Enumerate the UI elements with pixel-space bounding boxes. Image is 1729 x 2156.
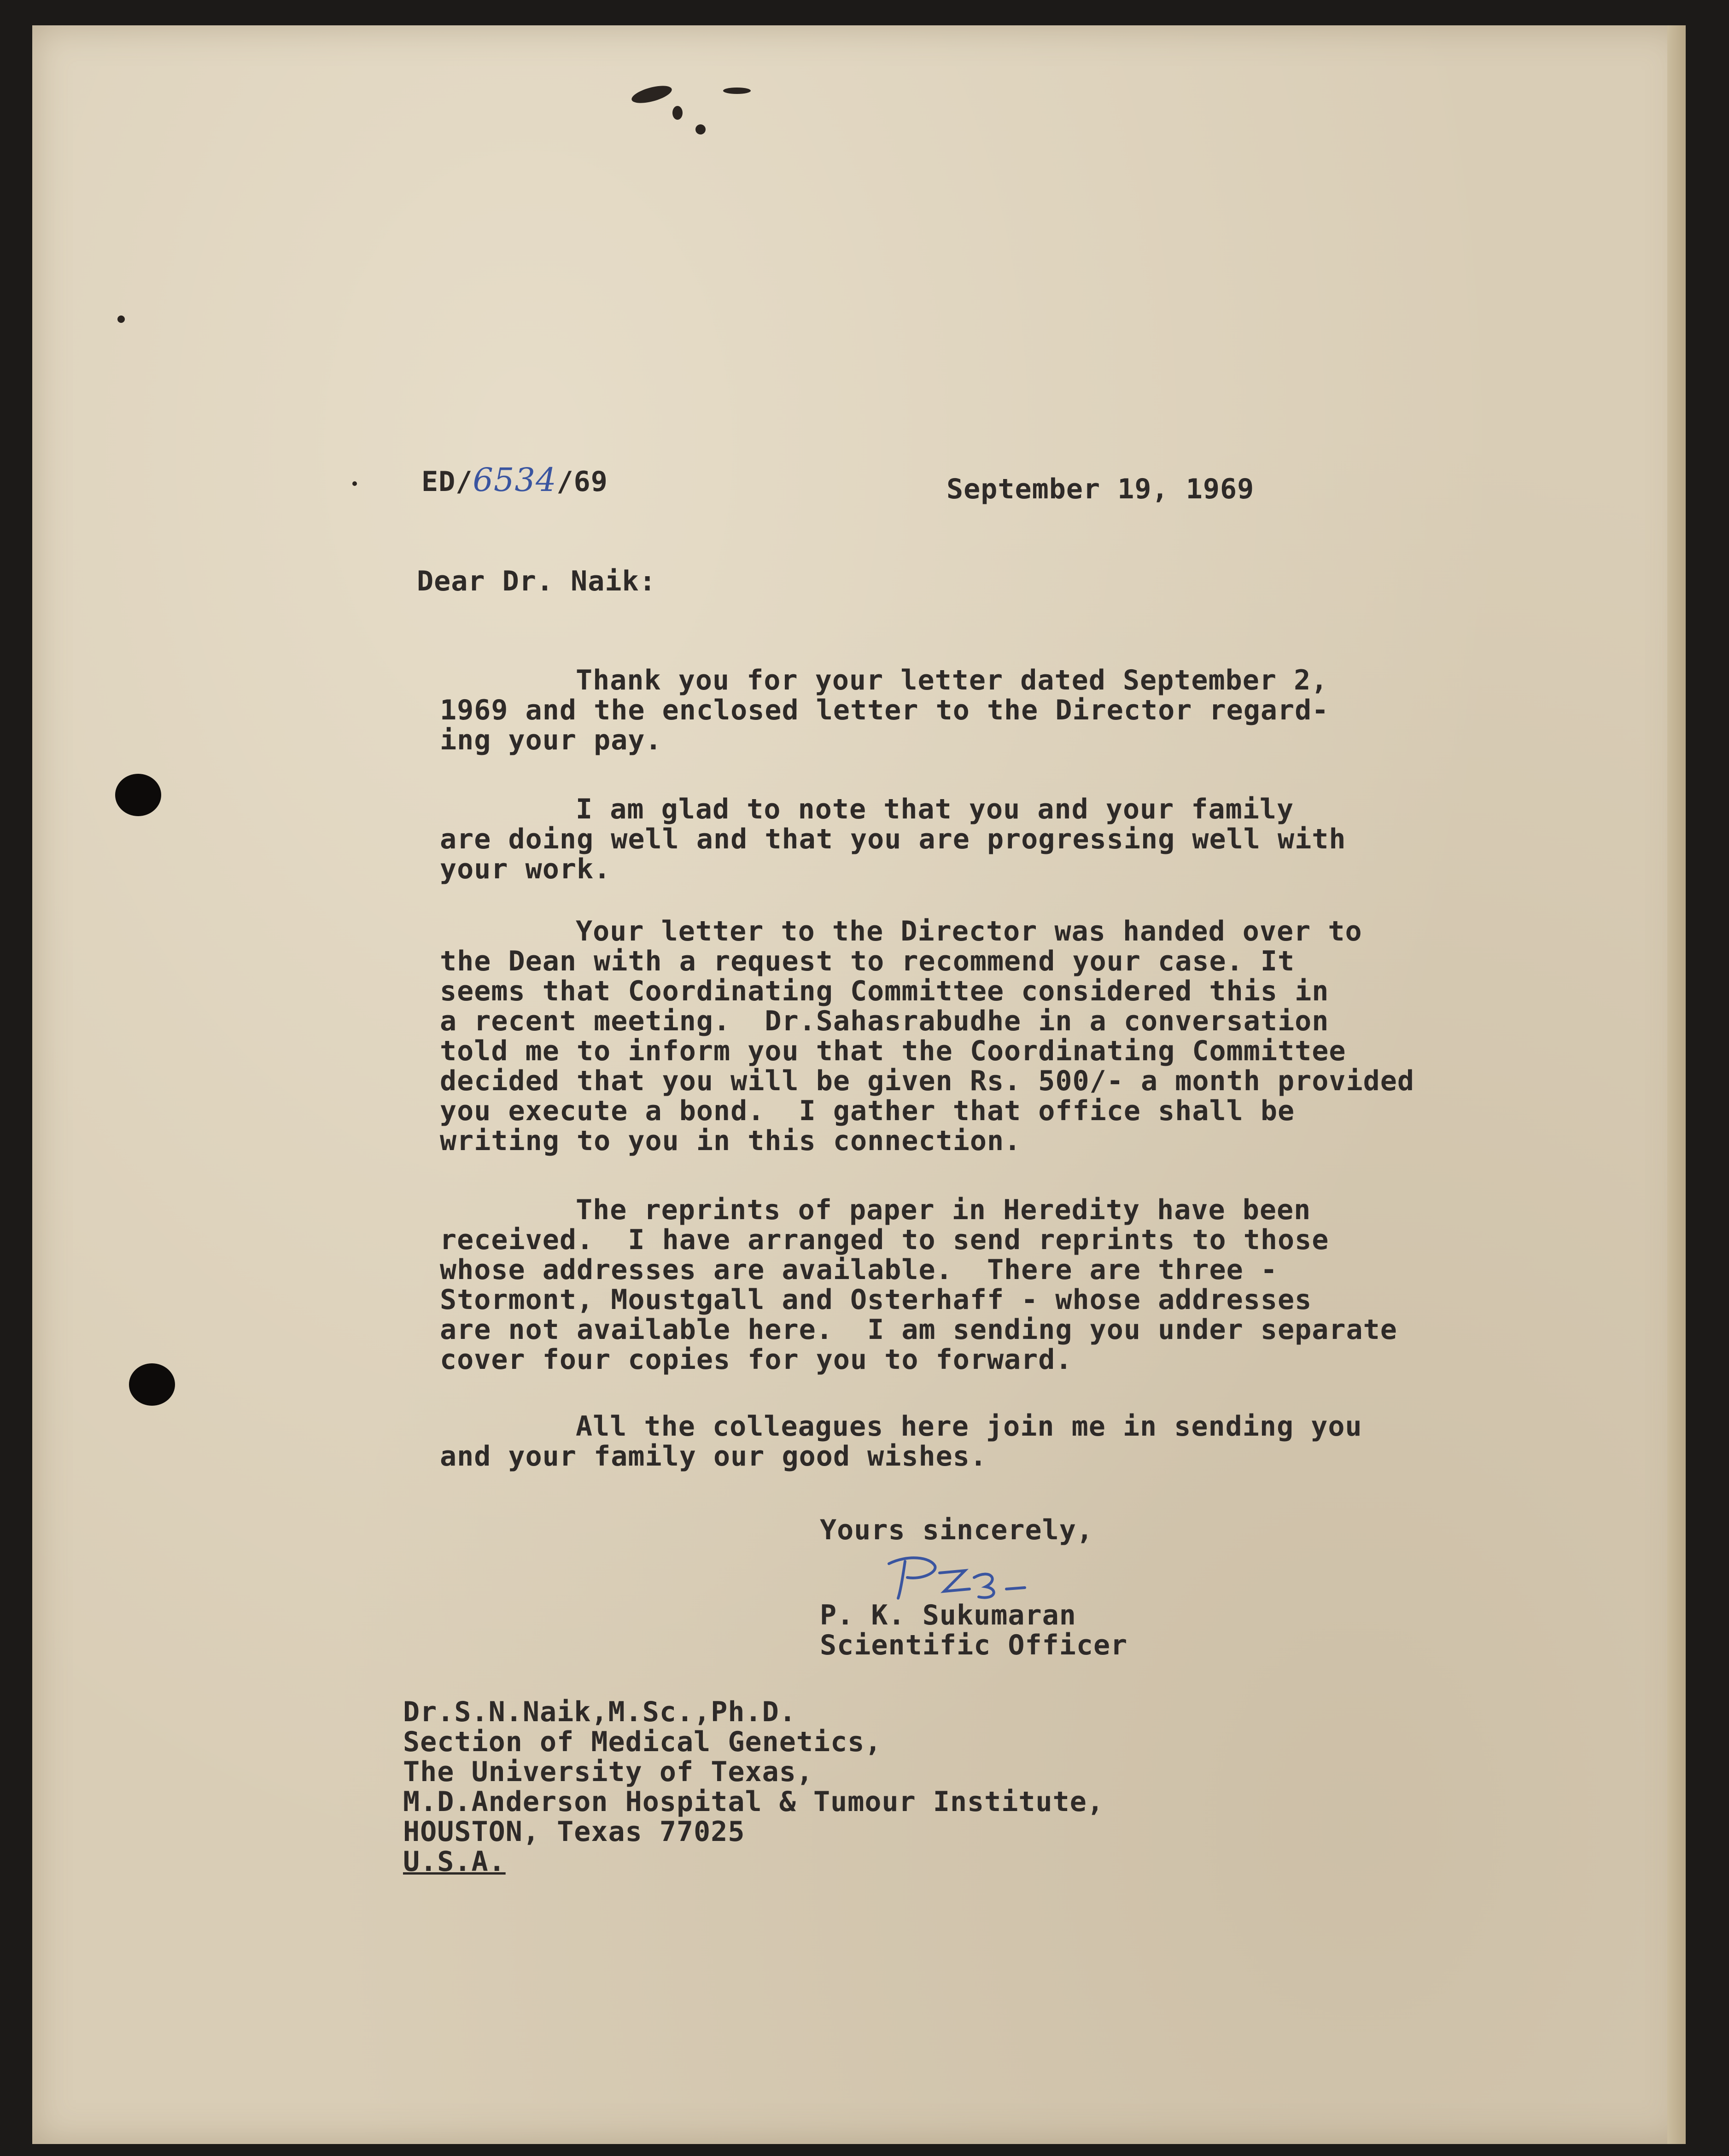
paragraph-line: ing your pay.: [440, 724, 662, 756]
paragraph-line: received. I have arranged to send reprints to those: [440, 1224, 1329, 1256]
address-line: HOUSTON, Texas 77025: [403, 1816, 745, 1848]
signatory-title: Scientific Officer: [820, 1629, 1128, 1661]
closing: Yours sincerely,: [820, 1514, 1093, 1546]
ink-speck: [352, 481, 357, 486]
paragraph-line: Thank you for your letter dated September 2,: [576, 664, 1328, 696]
ink-speck: [695, 124, 706, 134]
recipient-address: [403, 1697, 1324, 1877]
signature: [880, 1545, 1032, 1605]
page-edge: [1667, 25, 1686, 2144]
address-line: M.D.Anderson Hospital & Tumour Institute,: [403, 1786, 1104, 1818]
paragraph-line: Stormont, Moustgall and Osterhaff - whose addresses: [440, 1284, 1312, 1316]
ink-speck: [723, 88, 751, 94]
paragraph-4: [440, 1195, 1513, 1375]
paragraph-line: whose addresses are available. There are three -: [440, 1254, 1278, 1286]
handwritten-reference: 6534: [473, 461, 557, 499]
ink-speck: [672, 106, 683, 120]
punch-hole: [115, 774, 161, 816]
reference-number: [421, 461, 608, 499]
paragraph-line: told me to inform you that the Coordinating Committee: [440, 1035, 1346, 1067]
paragraph-line: decided that you will be given Rs. 500/- a month provided: [440, 1065, 1415, 1097]
paragraph-line: seems that Coordinating Committee considered this in: [440, 975, 1329, 1007]
paragraph-5: [440, 1412, 1513, 1472]
salutation: Dear Dr. Naik:: [417, 565, 656, 597]
punch-hole: [129, 1363, 175, 1406]
address-line: Dr.S.N.Naik,M.Sc.,Ph.D.: [403, 1696, 796, 1728]
reference-prefix: ED/: [421, 466, 473, 498]
paragraph-line: The reprints of paper in Heredity have been: [576, 1194, 1311, 1226]
letter-page: [32, 25, 1686, 2144]
paragraph-line: Your letter to the Director was handed over to: [576, 915, 1362, 947]
address-country: U.S.A.: [403, 1846, 506, 1878]
paragraph-line: and your family our good wishes.: [440, 1440, 987, 1472]
paragraph-1: [440, 666, 1513, 755]
paragraph-line: 1969 and the enclosed letter to the Director regard-: [440, 694, 1329, 726]
ink-speck: [630, 82, 674, 106]
ink-speck: [117, 316, 125, 323]
address-line: The University of Texas,: [403, 1756, 813, 1788]
paragraph-line: you execute a bond. I gather that office shall be: [440, 1095, 1295, 1127]
paragraph-line: All the colleagues here join me in sending you: [576, 1410, 1362, 1443]
reference-suffix: /69: [556, 466, 608, 498]
paragraph-line: are doing well and that you are progressing well with: [440, 823, 1346, 855]
address-line: Section of Medical Genetics,: [403, 1726, 882, 1758]
paragraph-line: writing to you in this connection.: [440, 1125, 1022, 1157]
paragraph-line: I am glad to note that you and your family: [576, 793, 1294, 825]
paragraph-3: [440, 917, 1513, 1156]
letter-date: September 19, 1969: [946, 473, 1255, 505]
paragraph-line: a recent meeting. Dr.Sahasrabudhe in a conversation: [440, 1005, 1329, 1037]
paragraph-line: cover four copies for you to forward.: [440, 1344, 1073, 1376]
signatory-name: P. K. Sukumaran: [820, 1599, 1076, 1631]
paragraph-2: [440, 795, 1513, 884]
paragraph-line: your work.: [440, 853, 611, 885]
paragraph-line: the Dean with a request to recommend your case. It: [440, 945, 1295, 977]
paragraph-line: are not available here. I am sending you under separate: [440, 1314, 1397, 1346]
